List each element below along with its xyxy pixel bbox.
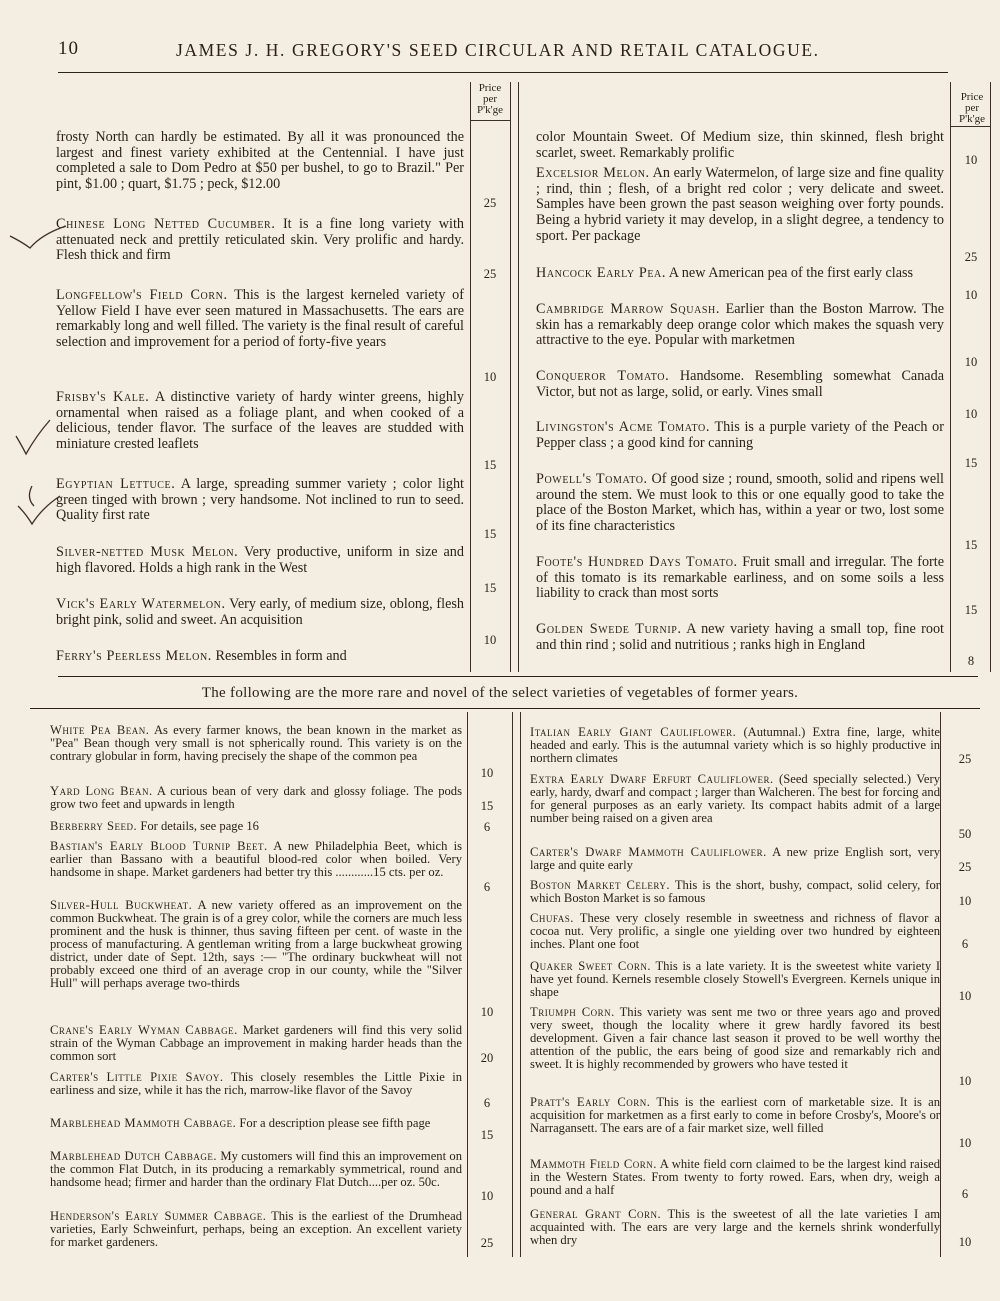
catalogue-entry: Triumph Corn. This variety was sent me two or three years ago and proved very sweet, though the locality where it grew hardly favored its best development. Given a fair chance last season it proved to be well worthy the attention of the public, the ears being of good size and remarkably rich and sweet. It is highly recommended by growers who have tested it xyxy=(530,1005,940,1071)
catalogue-entry: Pratt's Early Corn. This is the earliest corn of marketable size. It is an acquisition for marketmen as a first early to come in before Crosby's, Moore's or Narragansett. The ears are of a fair market size, well filled xyxy=(530,1095,940,1135)
entry-price: 15 xyxy=(483,527,497,541)
catalogue-entry: Berberry Seed. For details, see page 16 xyxy=(50,819,259,833)
page-header xyxy=(58,38,948,66)
catalogue-entry: Livingston's Acme Tomato. This is a purple variety of the Peach or Pepper class ; a good kind for canning xyxy=(536,419,944,451)
entry-price: 10 xyxy=(964,355,978,369)
entry-price: 10 xyxy=(958,989,972,1003)
page-number: 10 xyxy=(58,38,79,59)
catalogue-entry: Longfellow's Field Corn. This is the largest kerneled variety of Yellow Field I have ever seen matured in Massachusetts. The ears are remarkably long and well filled. The variety is the final result of careful selection and improvement for a period of forty-five years xyxy=(56,287,464,351)
catalogue-entry: Vick's Early Watermelon. Very early, of medium size, oblong, flesh bright pink, solid and sweet. An acquisition xyxy=(56,596,465,628)
entry-price: 10 xyxy=(958,1136,972,1150)
entry-price: 10 xyxy=(480,1005,494,1019)
lower-gutter-rule xyxy=(512,712,513,1257)
running-title: JAMES J. H. GREGORY'S SEED CIRCULAR AND RETAIL CATALOGUE. xyxy=(176,40,820,60)
catalogue-entry: Foote's Hundred Days Tomato. Fruit small and irregular. The forte of this tomato is its remarkable earliness, and on some soils a less liability to crack than most sorts xyxy=(536,554,945,602)
catalogue-entry: Silver-Hull Buckwheat. A new variety offered as an improvement on the common Buckwheat. The grain is of a grey color, while the corners are much less prominent and the husk is thinner, thus saving fifteen per cent. of waste in the process of manufacturing. A gentleman writing from a large buckwheat growing district, under date of Sept. 12th, says :— "The ordinary buckwheat will not probably exceed one third of an average crop in our county, while the "Silver Hull" will perhaps average two-thirds xyxy=(50,898,462,990)
price-heading-rule-right xyxy=(950,126,990,127)
header-rule xyxy=(58,72,948,73)
entry-price: 6 xyxy=(961,1187,969,1201)
catalogue-entry: Mammoth Field Corn. A white field corn claimed to be the largest kind raised in the Western States. From twenty to forty rowed. Ears, when dry, weigh a pound and a half xyxy=(530,1157,940,1197)
catalogue-entry: White Pea Bean. As every farmer knows, the bean known in the market as "Pea" Bean though very small is not spherically round. This variety is on the contrary globular in form, having precisely the shape of the common pea xyxy=(50,723,462,763)
lower-gutter-rule-2 xyxy=(520,712,521,1257)
catalogue-entry: Excelsior Melon. An early Watermelon, of large size and fine quality ; rind, thin ; flesh, of a bright red color ; very delicate and sweet. Samples have been grown the past season weighing over forty pounds. Being a hybrid variety it may develop, in a slight degree, a tendency to sport. Per package xyxy=(536,165,944,244)
entry-price: 25 xyxy=(483,196,497,210)
catalogue-entry: Boston Market Celery. This is the short, bushy, compact, solid celery, for which Boston Market is so famous xyxy=(530,878,940,905)
entry-price: 25 xyxy=(958,752,972,766)
entry-price: 15 xyxy=(483,458,497,472)
catalogue-entry: Bastian's Early Blood Turnip Beet. A new Philadelphia Beet, which is earlier than Bassano with a beautiful blood-red color when boiled. Very handsome in shape. Market gardeners had better try this ............15 cts. per oz. xyxy=(50,839,462,879)
catalogue-entry: Carter's Dwarf Mammoth Cauliflower. A new prize English sort, very large and quite early xyxy=(530,845,940,872)
entry-price: 10 xyxy=(964,288,978,302)
entry-price: 15 xyxy=(483,581,497,595)
entry-price: 6 xyxy=(483,1096,491,1110)
entry-price: 10 xyxy=(958,1074,972,1088)
entry-price: 8 xyxy=(967,654,975,668)
entry-price: 25 xyxy=(958,860,972,874)
entry-price: 10 xyxy=(483,370,497,384)
entry-price: 10 xyxy=(480,766,494,780)
catalogue-entry: Golden Swede Turnip. A new variety having a small top, fine root and thin rind ; solid and nutritious ; ranks high in England xyxy=(536,621,944,653)
catalogue-entry: Marblehead Dutch Cabbage. My customers will find this an improvement on the common Flat Dutch, in its producing a remarkably symmetrical, round and handsome head; firmer and harder than the ordinary Flat Dutch....per oz. 50c. xyxy=(50,1149,463,1189)
catalogue-entry: Carter's Little Pixie Savoy. This closely resembles the Little Pixie in earliness and size, while it has the rich, marrow-like flavor of the Savoy xyxy=(50,1070,463,1097)
catalogue-entry: Chinese Long Netted Cucumber. It is a fine long variety with attenuated neck and prettily reticulated skin. Very prolific and hardy. Flesh thick and firm xyxy=(56,216,464,264)
upper-right-price-rule xyxy=(950,82,951,672)
upper-section-rule xyxy=(58,676,978,677)
lower-section-rule xyxy=(30,708,980,709)
catalogue-entry: Frisby's Kale. A distinctive variety of hardy winter greens, highly ornamental when raised as a foliage plant, and when cooked of a delicious, tender flavor. The surface of the leaves are studded with miniature crested leaflets xyxy=(56,389,464,453)
entry-price: 15 xyxy=(964,456,978,470)
upper-left-column-rule xyxy=(510,82,511,672)
lower-left-price-rule xyxy=(467,712,468,1257)
entry-price: 6 xyxy=(483,880,491,894)
catalogue-entry: Cambridge Marrow Squash. Earlier than the Boston Marrow. The skin has a remarkably deep orange color which makes the squash very attractive to the eye. Popular with marketmen xyxy=(536,301,945,349)
catalogue-entry: Chufas. These very closely resemble in sweetness and richness of flavor a cocoa nut. Very prolific, a single one yielding over two hundred by eighteen inches. Plant one foot xyxy=(530,911,940,951)
upper-right-column-rule xyxy=(990,82,991,672)
entry-price: 15 xyxy=(480,799,494,813)
catalogue-entry: color Mountain Sweet. Of Medium size, thin skinned, flesh bright scarlet, sweet. Remarkably prolific xyxy=(536,129,944,161)
upper-gutter-rule xyxy=(518,82,519,672)
checkmark-icon xyxy=(14,484,64,528)
catalogue-entry: Marblehead Mammoth Cabbage. For a description please see fifth page xyxy=(50,1116,431,1130)
entry-price: 10 xyxy=(480,1189,494,1203)
catalogue-entry: Crane's Early Wyman Cabbage. Market gardeners will find this very solid strain of the Wyman Cabbage an improvement in making harder heads than the common sort xyxy=(50,1023,462,1063)
price-heading-left: Price per P'k'ge xyxy=(477,82,503,116)
catalogue-entry: Egyptian Lettuce. A large, spreading summer variety ; color light green tinged with brown ; very handsome. Not inclined to run to seed. Quality first rate xyxy=(56,476,464,524)
catalogue-entry: Extra Early Dwarf Erfurt Cauliflower. (Seed specially selected.) Very early, hardy, dwarf and compact ; larger than Walcheren. The best for forcing and for general purposes as an early variety. Its compact habits admit of a large number being raised on a given area xyxy=(530,772,940,825)
price-heading-rule-left xyxy=(470,120,510,121)
catalogue-entry: Hancock Early Pea. A new American pea of the first early class xyxy=(536,265,914,281)
catalogue-entry: Henderson's Early Summer Cabbage. This is the earliest of the Drumhead varieties, Early Schweinfurt, perhaps, being an exception. An excellent variety for market gardeners. xyxy=(50,1209,462,1249)
entry-price: 10 xyxy=(958,1235,972,1249)
catalogue-entry: Italian Early Giant Cauliflower. (Autumnal.) Extra fine, large, white headed and early. This is the autumnal variety which is so highly productive in northern climates xyxy=(530,725,940,765)
entry-price: 6 xyxy=(961,937,969,951)
catalogue-entry: Conqueror Tomato. Handsome. Resembling somewhat Canada Victor, but not as large, solid, or early. Vines small xyxy=(536,368,944,400)
entry-price: 25 xyxy=(483,267,497,281)
entry-price: 50 xyxy=(958,827,972,841)
entry-price: 20 xyxy=(480,1051,494,1065)
catalogue-entry: Silver-netted Musk Melon. Very productive, uniform in size and high flavored. Holds a high rank in the West xyxy=(56,544,464,576)
entry-price: 15 xyxy=(964,603,978,617)
entry-price: 10 xyxy=(483,633,497,647)
entry-price: 10 xyxy=(964,407,978,421)
entry-price: 15 xyxy=(480,1128,494,1142)
section-caption: The following are the more rare and novel of the select varieties of vegetables of former years. xyxy=(201,685,799,701)
checkmark-icon xyxy=(14,418,54,458)
catalogue-entry: Yard Long Bean. A curious bean of very dark and glossy foliage. The pods grow two feet and upwards in length xyxy=(50,784,462,811)
entry-price: 10 xyxy=(964,153,978,167)
catalogue-entry: Powell's Tomato. Of good size ; round, smooth, solid and ripens well around the stem. We must look to this or one equally good to take the place of the Boston Market, which has, within a year or two, lost some of its fine characteristics xyxy=(536,471,944,535)
catalogue-entry: Quaker Sweet Corn. This is a late variety. It is the sweetest white variety I have yet found. Kernels resemble closely Stowell's Evergreen. Kernels unique in shape xyxy=(530,959,941,999)
catalogue-entry: Ferry's Peerless Melon. Resembles in form and xyxy=(56,648,347,664)
catalogue-entry: General Grant Corn. This is the sweetest of all the late varieties I am acquainted with. The ears are very large and the kernels shrink wonderfully when dry xyxy=(530,1207,941,1247)
lower-right-price-rule xyxy=(940,712,941,1257)
entry-price: 25 xyxy=(480,1236,494,1250)
entry-price: 15 xyxy=(964,538,978,552)
entry-price: 10 xyxy=(958,894,972,908)
catalogue-entry: frosty North can hardly be estimated. By all it was pronounced the largest and finest variety exhibited at the Centennial. I have just completed a sale to Dom Pedro at $50 per bushel, to go to Brazil." Per pint, $1.00 ; quart, $1.75 ; peck, $12.00 xyxy=(56,129,464,193)
checkmark-icon xyxy=(8,222,68,252)
entry-price: 25 xyxy=(964,250,978,264)
price-heading-right: Price per P'k'ge xyxy=(959,91,985,125)
entry-price: 6 xyxy=(483,820,491,834)
